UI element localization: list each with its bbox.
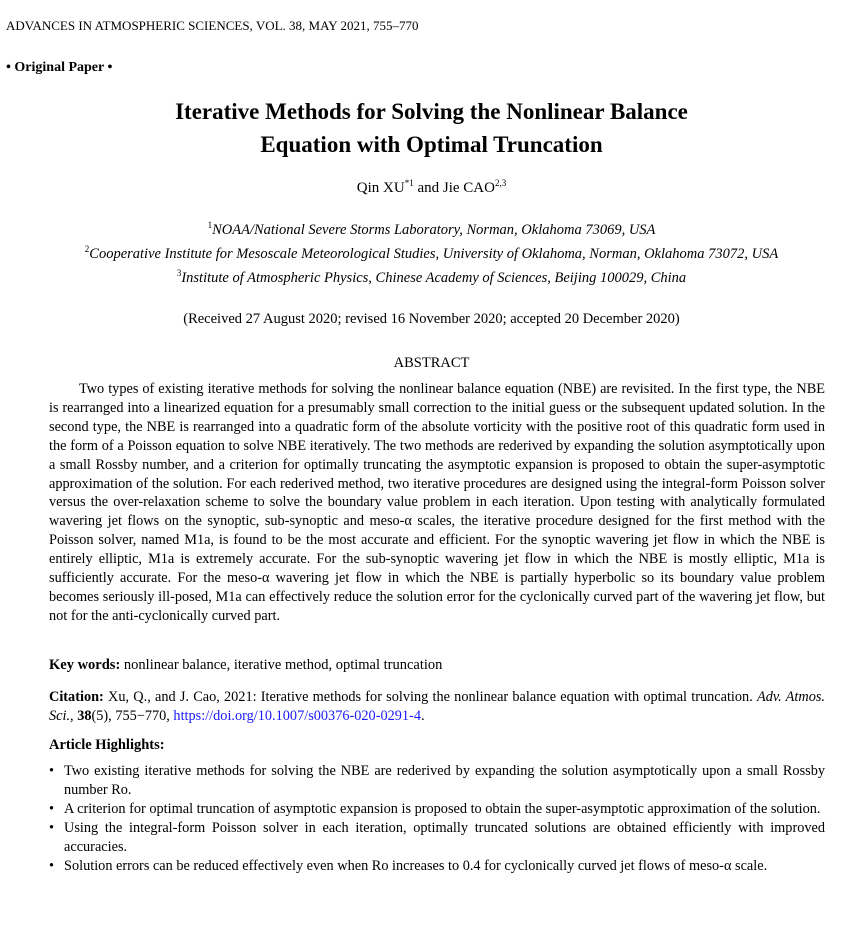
affiliation-2 — [0, 244, 863, 263]
paper-title-line-1: Iterative Methods for Solving the Nonlinear Balance — [175, 99, 688, 124]
highlight-item — [49, 762, 825, 800]
author-joiner: and — [413, 180, 443, 196]
highlight-item — [49, 819, 825, 857]
highlights-list — [49, 762, 825, 875]
citation-text: Xu, Q., and J. Cao, 2021: Iterative methods for solving the nonlinear balance equation with optimal truncation. — [103, 689, 757, 705]
citation-sep: , — [70, 708, 78, 724]
citation — [49, 688, 825, 726]
highlight-item — [49, 800, 825, 819]
paper-title — [0, 95, 863, 161]
bullet-icon: • — [49, 800, 55, 817]
citation-label: Citation: — [49, 689, 104, 705]
affiliation-number: 2 — [84, 244, 90, 254]
abstract-heading: ABSTRACT — [393, 355, 470, 371]
paper-type-label: • Original Paper • — [6, 60, 113, 75]
journal-header: ADVANCES IN ATMOSPHERIC SCIENCES, VOL. 38, MAY 2021, 755–770 — [6, 18, 419, 33]
received-dates: (Received 27 August 2020; revised 16 November 2020; accepted 20 December 2020) — [183, 311, 680, 327]
doi-link[interactable]: https://doi.org/10.1007/s00376-020-0291-4 — [173, 708, 421, 724]
keywords-label: Key words: — [49, 657, 121, 673]
highlights-heading: Article Highlights: — [49, 737, 165, 753]
abstract-body: Two types of existing iterative methods for solving the nonlinear balance equation (NBE) are revisited. In the first type, the NBE is rearranged into a linearized equation for a presumably small correction to the initial guess or the subsequent updated solution. In the second type, the NBE is rearranged into a quadratic form of the absolute vorticity with the positive root of this quadratic form used in the form of a Poisson equation to solve NBE iteratively. The two methods are rederived by expanding the solution asymptotically upon a small Rossby number, and a criterion for optimally truncating the asymptotic expansion is proposed to obtain the super-asymptotic approximation of the solution. For each rederived method, two iterative procedures are designed using the integral-form Poisson solver versus the over-relaxation scheme to solve the boundary value problem in each iteration. Upon testing with analytically formulated wavering jet flows on the synoptic, sub-synoptic and meso-α scales, the iterative procedure designed for the first method with the Poisson solver, named M1a, is found to be the most accurate and efficient. For the synoptic wavering jet flow in which the NBE is entirely elliptic, M1a is extremely accurate. For the sub-synoptic wavering jet flow in which the NBE is mostly elliptic, M1a is sufficiently accurate. For the meso-α wavering jet flow in which the NBE is partially hyperbolic so its boundary value problem becomes seriously ill-posed, M1a can effectively reduce the solution error for the cyclonically curved part of the wavering jet flow, but not for the anti-cyclonically curved part. — [49, 381, 825, 624]
affiliation-3 — [0, 268, 863, 287]
highlight-text: Two existing iterative methods for solving the NBE are rederived by expanding the solution asymptotically upon a small Rossby number Ro. — [64, 763, 825, 798]
affiliation-number: 1 — [207, 220, 213, 230]
citation-journal: Adv. Atmos. Sci. — [49, 689, 825, 724]
highlight-text: Using the integral-form Poisson solver in each iteration, optimally truncated solutions are obtained efficiently with improved accuracies. — [64, 819, 825, 855]
author-affiliation-marker: 2,3 — [494, 178, 507, 188]
citation-issue-pages: (5), 755−770, — [91, 708, 174, 724]
highlight-text: Solution errors can be reduced effectively even when Ro increases to 0.4 for cyclonically curved jet flows of meso-α scale. — [64, 857, 768, 874]
author-name: Qin XU — [356, 180, 405, 196]
bullet-icon: • — [49, 763, 55, 779]
citation-volume: 38 — [77, 708, 92, 724]
keywords — [49, 657, 825, 674]
bullet-icon: • — [49, 857, 55, 874]
affiliation-text: NOAA/National Severe Storms Laboratory, Norman, Oklahoma 73069, USA — [212, 222, 656, 238]
citation-end: . — [420, 708, 425, 724]
author-affiliation-marker: *1 — [404, 178, 414, 188]
affiliation-number: 3 — [176, 268, 182, 278]
keywords-text: nonlinear balance, iterative method, optimal truncation — [120, 657, 443, 673]
author-list — [0, 178, 863, 197]
author-name: Jie CAO — [442, 180, 495, 196]
highlight-item — [49, 857, 825, 876]
affiliation-text: Institute of Atmospheric Physics, Chinese Academy of Sciences, Beijing 100029, China — [181, 270, 687, 286]
affiliation-text: Cooperative Institute for Mesoscale Meteorological Studies, University of Oklahoma, Norman, Oklahoma 73072, USA — [89, 246, 779, 262]
affiliation-1 — [0, 220, 863, 239]
highlight-text: A criterion for optimal truncation of asymptotic expansion is proposed to obtain the super-asymptotic approximation of the solution. — [64, 800, 821, 817]
paper-title-line-2: Equation with Optimal Truncation — [260, 132, 603, 157]
bullet-icon: • — [49, 819, 55, 836]
